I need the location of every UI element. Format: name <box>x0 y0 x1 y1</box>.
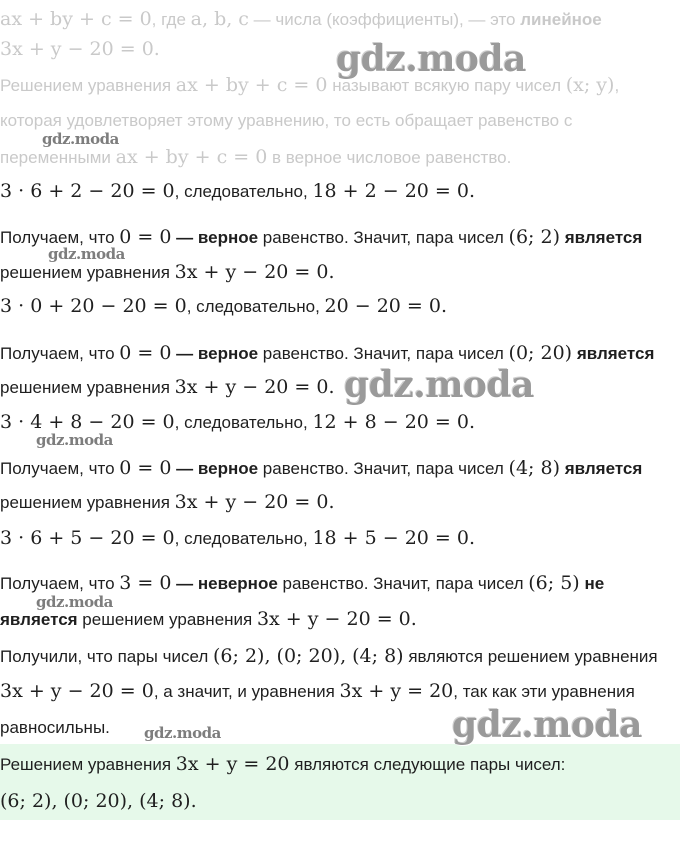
text: решением уравнения <box>0 263 175 282</box>
check-4-calc <box>0 527 475 550</box>
math-equality: 0 = 0 <box>119 342 172 364</box>
math-general-equation: ax + by + c = 0 <box>175 74 328 96</box>
math-result: 20 − 20 = 0. <box>324 295 448 317</box>
text: Получаем, что <box>0 344 120 363</box>
math-pairs: (6; 2), (0; 20), (4; 8) <box>213 645 404 667</box>
summary-line-1 <box>0 645 658 668</box>
text: , а значит, и уравнения <box>153 682 340 701</box>
dash: — <box>171 459 198 478</box>
intro-line-1 <box>0 8 602 31</box>
text: , где <box>151 10 191 29</box>
check-1-solution <box>0 261 335 284</box>
math-general-equation: ax + by + c = 0 <box>115 146 268 168</box>
text: Получаем, что <box>0 574 120 593</box>
check-2-calc <box>0 295 447 318</box>
math-equation: 3x + y − 20 = 0. <box>174 491 335 513</box>
watermark-logo: gdz.moda <box>36 593 113 611</box>
text: равносильны. <box>0 718 110 737</box>
text: Получили, что пары чисел <box>0 647 214 666</box>
text: переменными <box>0 148 116 167</box>
text: , следовательно, <box>186 297 325 316</box>
intro-line-2 <box>0 38 160 61</box>
check-4-verdict <box>0 572 604 595</box>
math-equation: 3x + y − 20 = 0. <box>174 261 335 283</box>
check-2-solution <box>0 376 335 399</box>
text: в верное числовое равенство. <box>267 148 512 167</box>
text: являются следующие пары чисел: <box>289 755 566 774</box>
watermark-logo: gdz.moda <box>452 704 642 746</box>
status-word: является <box>564 459 643 478</box>
text: , <box>614 76 620 95</box>
text: решением уравнения <box>0 378 175 397</box>
status-word: является <box>576 344 655 363</box>
math-equation: 3x + y − 20 = 0. <box>256 608 417 630</box>
summary-line-3 <box>0 717 110 739</box>
check-3-solution <box>0 491 335 514</box>
math-calc: 3 · 4 + 8 − 20 = 0 <box>0 411 175 433</box>
text: , следовательно, <box>174 529 313 548</box>
math-equation: 3x + y − 20 = 0. <box>174 376 335 398</box>
math-result: 12 + 8 − 20 = 0. <box>312 411 476 433</box>
math-result: 18 + 2 − 20 = 0. <box>312 180 476 202</box>
text: , так как эти уравнения <box>453 682 635 701</box>
text: равенство. Значит, пара чисел <box>258 459 509 478</box>
math-pair: (4; 8) <box>508 457 560 479</box>
math-general-equation: ax + by + c = 0 <box>0 8 152 30</box>
math-result: 18 + 5 − 20 = 0. <box>312 527 476 549</box>
answer-line-2 <box>0 790 197 813</box>
check-2-verdict <box>0 342 654 365</box>
text: равенство. Значит, пара чисел <box>258 228 509 247</box>
watermark-logo: gdz.moda <box>42 130 119 148</box>
text: Получаем, что <box>0 459 120 478</box>
text: Получаем, что <box>0 228 120 247</box>
bold-term: линейное <box>520 10 602 29</box>
intro-line-4 <box>0 110 572 132</box>
text: равенство. Значит, пара чисел <box>277 574 529 593</box>
math-equality: 0 = 0 <box>119 457 172 479</box>
watermark-logo: gdz.moda <box>344 364 534 406</box>
status-word: не <box>584 574 605 593</box>
text: , следовательно, <box>174 413 313 432</box>
math-equation: 3x + y = 20 <box>339 680 454 702</box>
answer-line-1 <box>0 753 565 776</box>
math-equality: 0 = 0 <box>119 226 172 248</box>
watermark-logo: gdz.moda <box>336 38 526 80</box>
text: Решением уравнения <box>0 755 176 774</box>
watermark-logo: gdz.moda <box>144 724 221 742</box>
verdict-word: верное <box>197 459 259 478</box>
watermark-logo: gdz.moda <box>36 431 113 449</box>
math-calc: 3 · 0 + 20 − 20 = 0 <box>0 295 187 317</box>
text: равенство. Значит, пара чисел <box>258 344 509 363</box>
check-3-verdict <box>0 457 642 480</box>
intro-line-5 <box>0 146 511 169</box>
math-pair: (x; y) <box>565 74 615 96</box>
math-calc: 3 · 6 + 5 − 20 = 0 <box>0 527 175 549</box>
text: называют всякую пару чисел <box>327 76 566 95</box>
math-pair: (6; 5) <box>528 572 580 594</box>
text: решением уравнения <box>0 493 175 512</box>
watermark-logo: gdz.moda <box>48 245 125 263</box>
text: Решением уравнения <box>0 76 176 95</box>
math-equation: 3x + y − 20 = 0 <box>0 680 154 702</box>
status-word: является <box>564 228 643 247</box>
text: — числа (коэффициенты), — это <box>248 10 521 29</box>
math-pairs: (6; 2), (0; 20), (4; 8). <box>0 790 197 812</box>
math-equation: 3x + y − 20 = 0. <box>0 38 160 60</box>
dash: — <box>171 344 198 363</box>
check-1-calc <box>0 180 475 203</box>
text: , следовательно, <box>174 182 313 201</box>
text: которая удовлетворяет этому уравнению, то есть обращает равенство с <box>0 111 573 130</box>
intro-line-3 <box>0 74 619 97</box>
math-equality: 3 = 0 <box>119 572 172 594</box>
check-4-solution <box>0 608 417 631</box>
dash: — <box>171 574 198 593</box>
answer-box <box>0 744 680 820</box>
verdict-word: верное <box>197 344 259 363</box>
status-word: является <box>0 610 78 629</box>
math-pair: (0; 20) <box>508 342 573 364</box>
summary-line-2 <box>0 680 635 703</box>
math-coefficients: a, b, c <box>190 8 249 30</box>
text: являются решением уравнения <box>403 647 658 666</box>
math-calc: 3 · 6 + 2 − 20 = 0 <box>0 180 175 202</box>
math-equation: 3x + y = 20 <box>175 753 290 775</box>
text: решением уравнения <box>77 610 257 629</box>
verdict-word: неверное <box>197 574 278 593</box>
math-pair: (6; 2) <box>508 226 560 248</box>
verdict-word: верное <box>197 228 259 247</box>
dash: — <box>171 228 198 247</box>
